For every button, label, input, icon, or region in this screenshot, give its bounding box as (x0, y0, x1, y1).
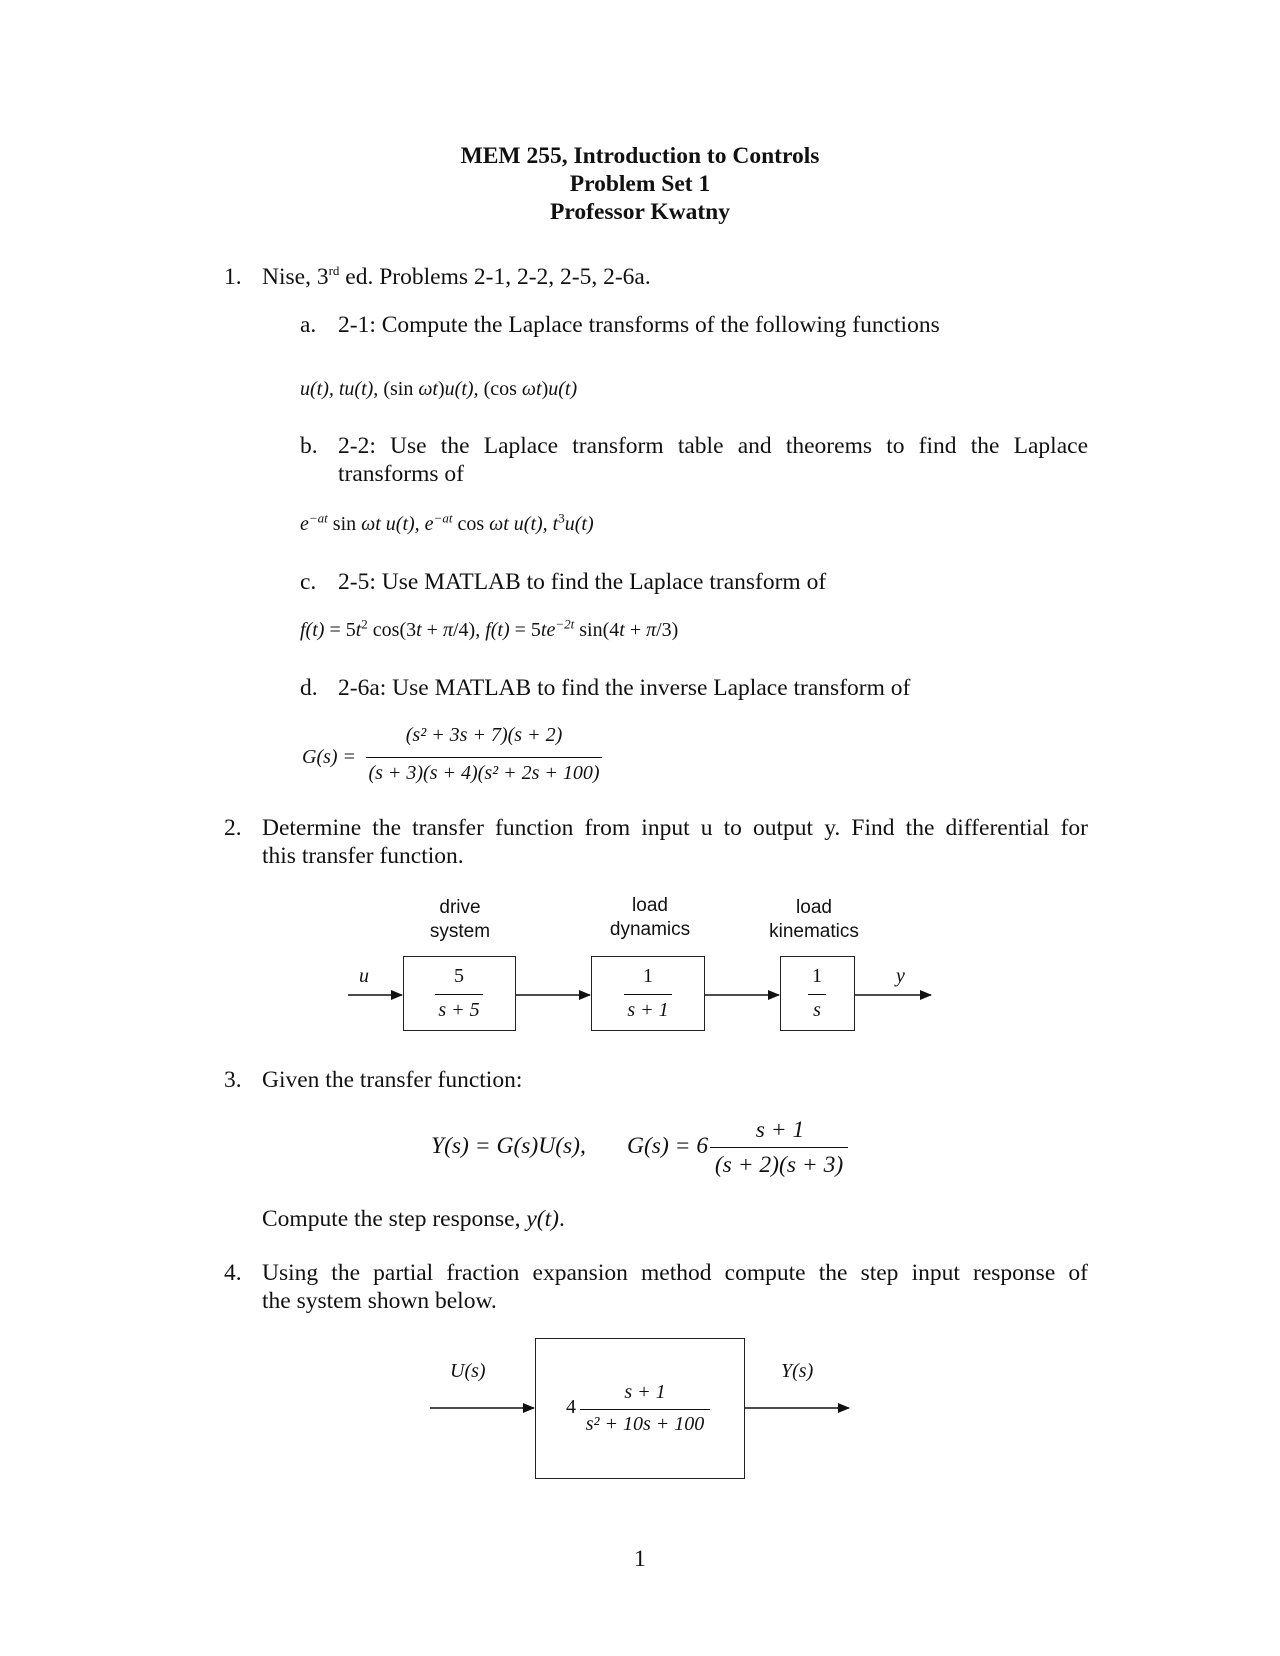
problem-set-title: Problem Set 1 (569, 171, 711, 197)
item-c-text: 2-5: Use MATLAB to find the Laplace transform of (338, 569, 827, 595)
problem-2-line1: Determine the transfer function from input u to output y. Find the differential for (262, 815, 1088, 841)
system-denominator: s² + 10s + 100 (585, 1413, 705, 1435)
block-3-title: load kinematics (769, 897, 859, 942)
block-1-denominator: s + 5 (438, 999, 480, 1021)
problem-4-line1: Using the partial fraction expansion method compute the step input response of (262, 1260, 1088, 1286)
block-1-numerator: 5 (454, 965, 464, 987)
problem-2-number: 2. (224, 815, 242, 841)
problem-1-number: 1. (224, 264, 242, 290)
item-b-text-line1: 2-2: Use the Laplace transform table and theorems to find the Laplace (338, 433, 1088, 459)
item-a-text: 2-1: Compute the Laplace transforms of the following functions (338, 312, 940, 338)
problem-3-eq-g: G(s) = 6 (627, 1133, 709, 1159)
problem-3-number: 3. (224, 1067, 242, 1093)
item-c-letter: c. (300, 569, 317, 595)
diagram-output-Y: Y(s) (781, 1360, 814, 1382)
problem-3-eq-left: Y(s) = G(s)U(s), (431, 1133, 586, 1159)
system-gain: 4 (566, 1396, 576, 1418)
item-d-denominator: (s + 3)(s + 4)(s² + 2s + 100) (368, 762, 600, 784)
block-2-denominator: s + 1 (627, 999, 669, 1021)
block-1-title: drive system (429, 897, 491, 942)
item-d-numerator: (s² + 3s + 7)(s + 2) (405, 724, 563, 746)
diagram-output-y: y (896, 965, 905, 987)
diagram-input-u: u (359, 965, 369, 987)
problem-2-line2: this transfer function. (262, 843, 464, 869)
item-c-formula: $f(t) = 5t^2$ cos(3t + π/4), $f(t) = 5te^{-2t}$ sin(4t + π/3) (300, 616, 679, 641)
block-3-numerator: 1 (812, 965, 822, 987)
item-d-letter: d. (300, 675, 318, 701)
item-b-formula: $e^{-at}$ sin ωt u(t), $e^{-at}$ cos ωt u(t), $t^3u(t)$ (300, 510, 594, 535)
problem-4-line2: the system shown below. (262, 1288, 497, 1314)
item-a-letter: a. (300, 312, 317, 338)
problem-3-denominator: (s + 2)(s + 3) (714, 1152, 844, 1178)
course-title: MEM 255, Introduction to Controls (460, 143, 820, 169)
block-2-title: load dynamics (609, 895, 691, 940)
block-3-denominator: s (813, 999, 821, 1021)
professor-name: Professor Kwatny (550, 199, 730, 225)
item-d-lhs: G(s) = (302, 746, 357, 768)
page-number: 1 (634, 1546, 646, 1572)
diagram-input-U: U(s) (450, 1360, 486, 1382)
block-2-numerator: 1 (643, 965, 653, 987)
problem-3-text: Given the transfer function: (262, 1067, 523, 1093)
item-a-formula: u(t), tu(t), (sin ωt)u(t), (cos ωt)u(t) (300, 378, 578, 400)
item-d-text: 2-6a: Use MATLAB to find the inverse Laplace transform of (338, 675, 911, 701)
item-b-text-line2: transforms of (338, 461, 464, 487)
problem-3-compute: Compute the step response, y(t). (262, 1206, 565, 1232)
problem-3-numerator: s + 1 (755, 1117, 805, 1143)
problem-1-intro: Nise, 3rd ed. Problems 2-1, 2-2, 2-5, 2-6a. (262, 263, 651, 290)
system-numerator: s + 1 (624, 1381, 666, 1403)
problem-4-number: 4. (224, 1260, 242, 1286)
item-b-letter: b. (300, 433, 318, 459)
